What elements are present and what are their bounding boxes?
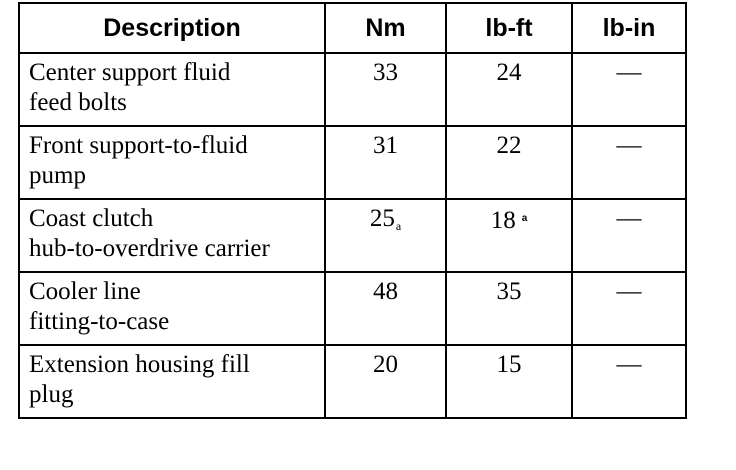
lb-ft-cell xyxy=(446,199,572,272)
table-header-row xyxy=(19,3,686,53)
description-line: Center support fluid xyxy=(29,59,231,86)
description-cell xyxy=(19,272,325,345)
lb-in-value: — xyxy=(616,132,642,159)
header-lb-ft: lb-ft xyxy=(446,3,572,53)
description-line: plug xyxy=(29,381,74,408)
lb-ft-cell xyxy=(446,272,572,345)
nm-cell xyxy=(325,126,446,199)
lb-ft-cell xyxy=(446,126,572,199)
nm-cell xyxy=(325,272,446,345)
description-cell xyxy=(19,53,325,126)
lb-in-cell xyxy=(572,53,686,126)
header-description: Description xyxy=(19,3,325,53)
lb-ft-value: 24 xyxy=(496,59,522,86)
table-row xyxy=(19,272,686,345)
header-nm: Nm xyxy=(325,3,446,53)
description-cell xyxy=(19,199,325,272)
description-cell xyxy=(19,345,325,418)
lb-ft-value: 22 xyxy=(496,132,522,159)
lb-ft-cell xyxy=(446,345,572,418)
lb-in-cell xyxy=(572,272,686,345)
description-line: Extension housing fill xyxy=(29,351,250,378)
description-line: Front support-to-fluid xyxy=(29,132,248,159)
lb-ft-cell xyxy=(446,53,572,126)
lb-in-value: — xyxy=(616,205,642,232)
nm-value: 48 xyxy=(373,278,398,305)
description-line: Coast clutch xyxy=(29,205,154,232)
table-row xyxy=(19,199,686,272)
footnote-marker: a xyxy=(521,213,528,224)
lb-ft-value: 35 xyxy=(496,278,522,305)
lb-in-cell xyxy=(572,345,686,418)
description-cell xyxy=(19,126,325,199)
nm-cell xyxy=(325,345,446,418)
lb-in-value: — xyxy=(616,278,642,305)
header-lb-in: lb-in xyxy=(572,3,686,53)
table-row xyxy=(19,345,686,418)
table-row xyxy=(19,126,686,199)
nm-value: 33 xyxy=(373,59,398,86)
description-line: fitting-to-case xyxy=(29,308,170,335)
description-line: hub-to-overdrive carrier xyxy=(29,235,270,262)
description-line: feed bolts xyxy=(29,89,127,116)
nm-value: 20 xyxy=(373,351,398,378)
nm-value: 31 xyxy=(373,132,398,159)
lb-in-cell xyxy=(572,199,686,272)
lb-ft-value: 15 xyxy=(496,351,522,378)
torque-spec-table xyxy=(18,2,687,419)
lb-in-value: — xyxy=(616,351,642,378)
nm-cell xyxy=(325,199,446,272)
description-line: pump xyxy=(29,162,86,189)
lb-ft-value: 18 xyxy=(490,207,516,234)
nm-value: 25 xyxy=(369,205,395,232)
nm-cell xyxy=(325,53,446,126)
lb-in-value: — xyxy=(616,59,642,86)
description-line: Cooler line xyxy=(29,278,141,305)
footnote-marker: a xyxy=(395,219,402,233)
lb-in-cell xyxy=(572,126,686,199)
table-row xyxy=(19,53,686,126)
